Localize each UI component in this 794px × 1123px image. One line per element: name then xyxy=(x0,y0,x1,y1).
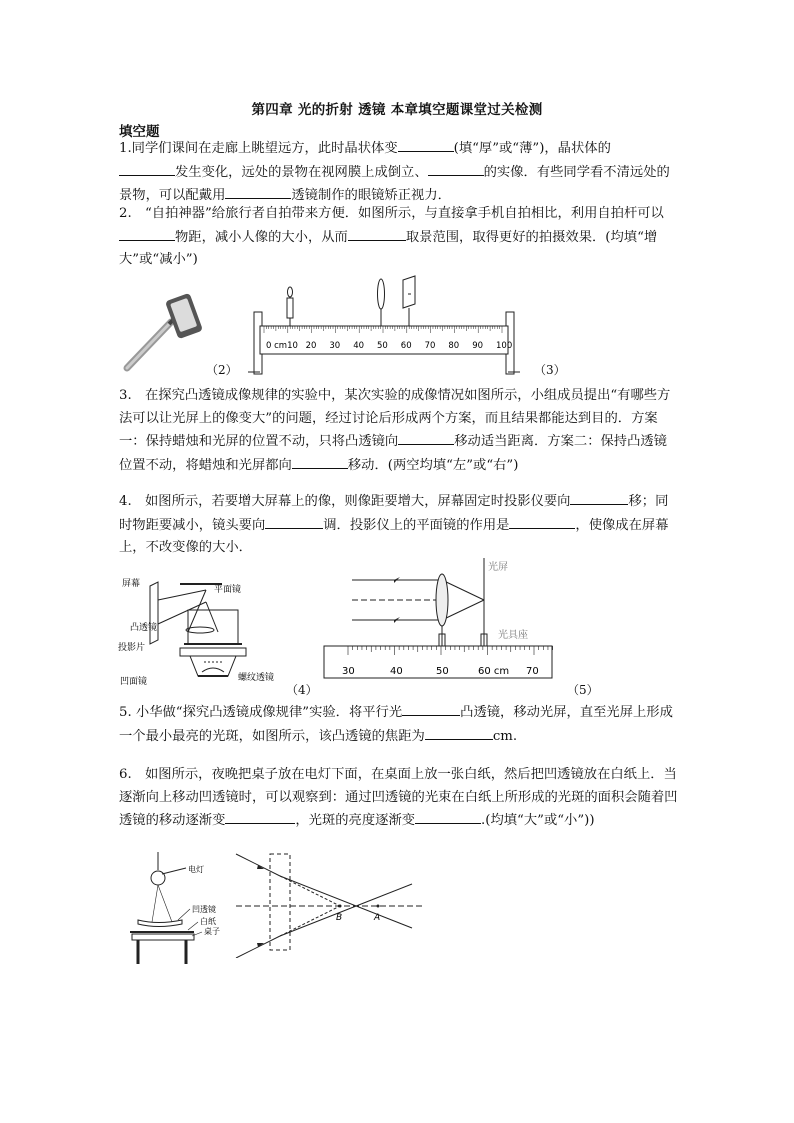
ruler-label-60: 60 cm xyxy=(478,666,510,677)
bench-tick-label: 40 xyxy=(353,341,365,351)
q6-text-2: ，光斑的亮度逐渐变 xyxy=(295,813,416,828)
q5-text-1: 5. 小华做“探究凸透镜成像规律”实验．将平行光 xyxy=(119,705,403,720)
q5-blank-2[interactable] xyxy=(425,725,493,740)
q1-text-3: 发生变化，远处的景物在视网膜上成倒立、 xyxy=(175,164,428,180)
figure-3-caption: （3） xyxy=(534,363,566,377)
label-convex-lens: 凸透镜 xyxy=(130,623,158,633)
q6-blank-2[interactable] xyxy=(415,809,481,824)
projector-drawing xyxy=(150,582,246,676)
ruler-label-70: 70 xyxy=(526,666,539,677)
q5-text-3: cm. xyxy=(492,728,518,744)
q1-text-1: 1.同学们课间在走廊上眺望远方，此时晶状体变 xyxy=(119,141,398,156)
q4-text-4: ，使像成在屏幕上，不改变像的大小． xyxy=(119,517,669,555)
q1-blank-4[interactable] xyxy=(225,184,291,199)
candle-icon xyxy=(287,287,293,330)
bench-tick-label: 50 xyxy=(377,341,388,351)
q4-blank-3[interactable] xyxy=(509,514,575,529)
bench-tick-label: 30 xyxy=(329,341,341,351)
q6-text-3: .(均填“大”或“小”)) xyxy=(481,813,595,828)
figure-projector xyxy=(118,572,288,690)
q6-blank-1[interactable] xyxy=(225,809,295,824)
q1-blank-3[interactable] xyxy=(428,161,484,176)
q3-blank-1[interactable] xyxy=(398,430,454,445)
bench-tick-label: 20 xyxy=(305,341,317,351)
label-lamp: 电灯 xyxy=(188,865,204,874)
q4-blank-1[interactable] xyxy=(570,490,628,505)
lens-icon xyxy=(378,279,385,330)
figure-5-caption: （5） xyxy=(567,683,599,697)
q1-blank-1[interactable] xyxy=(398,137,454,152)
ruler-label-40: 40 xyxy=(390,666,403,677)
q2-text-2: 物距，减小人像的大小，从而 xyxy=(175,229,348,245)
q4-text-2: 移；同时物距要减小，镜头要向 xyxy=(119,494,669,533)
q1-text-2: (填“厚”或“薄”)，晶状体的 xyxy=(453,141,611,156)
q5-blank-1[interactable] xyxy=(402,701,460,716)
figure-optical-bench xyxy=(240,272,520,376)
screen-icon xyxy=(403,276,415,330)
selfie-stick-drawing xyxy=(127,293,203,368)
figure-4-caption: （4） xyxy=(286,683,318,697)
question-2 xyxy=(119,203,679,272)
label-point-a: A xyxy=(374,913,381,923)
q1-text-5: 透镜制作的眼镜矫正视力． xyxy=(291,188,451,203)
label-optical-bench: 光具座 xyxy=(498,630,528,641)
question-3 xyxy=(119,385,679,477)
question-5 xyxy=(119,701,679,748)
page-title: 第四章 光的折射 透镜 本章填空题课堂过关检测 xyxy=(251,102,543,118)
label-concave-lens: 凹透镜 xyxy=(192,905,216,914)
q3-text-3: 移动．(两空均填“左”或“右”) xyxy=(347,457,519,473)
q1-text-4: 的实像．有些同学看不清远处的景物，可以配戴用 xyxy=(119,164,670,203)
q3-text-1: 3. 在探究凸透镜成像规律的实验中，某次实验的成像情况如图所示，小组成员提出“有哪些方法可以让光屏上的像变大”的问题，经过讨论后形成两个方案，而且结果都能达到目的．方案一：保持蜡烛和光屏的位置不动，只将凸透镜向 xyxy=(119,388,671,449)
bench-tick-label: 90 xyxy=(472,341,484,351)
ruler-label-30: 30 xyxy=(342,666,355,677)
q3-text-2: 移动适当距离．方案二：保持凸透镜位置不动，将蜡烛和光屏都向 xyxy=(119,434,667,473)
bench-tick-label: 80 xyxy=(448,341,460,351)
label-screen: 屏幕 xyxy=(122,579,141,589)
ruler-label-50: 50 xyxy=(436,666,449,677)
figure-lamp-table xyxy=(128,852,238,968)
q1-blank-2[interactable] xyxy=(119,161,175,176)
label-table: 桌子 xyxy=(204,927,220,936)
figure-focal-length xyxy=(322,556,554,686)
rays-and-lens xyxy=(352,558,487,646)
label-fresnel-lens: 螺纹透镜 xyxy=(238,673,275,683)
q3-blank-2[interactable] xyxy=(292,454,348,469)
label-point-b: B xyxy=(336,913,343,923)
bench-tick-label: 70 xyxy=(424,341,436,351)
q2-text-3: 取景范围，取得更好的拍摄效果．(均填“增大”或“减小”) xyxy=(119,229,658,267)
q4-text-1: 4. 如图所示，若要增大屏幕上的像，则像距要增大，屏幕固定时投影仪要向 xyxy=(119,494,571,509)
figure-ray-diagram xyxy=(232,848,428,958)
question-6 xyxy=(119,764,679,833)
question-1 xyxy=(119,137,679,208)
q4-blank-2[interactable] xyxy=(265,514,323,529)
label-plane-mirror: 平面镜 xyxy=(214,585,242,595)
bench-tick-label: 0 cm10 xyxy=(266,341,298,351)
label-concave-mirror: 凹面镜 xyxy=(120,677,148,687)
label-white-paper: 白纸 xyxy=(200,917,216,926)
q6-text-1: 6. 如图所示，夜晚把桌子放在电灯下面，在桌面上放一张白纸，然后把凹透镜放在白纸上．当逐渐向上移动凹透镜时，可以观察到：通过凹透镜的光束在白纸上所形成的光斑的面积会随着凹透镜的移动逐渐变 xyxy=(119,767,678,828)
bench-tick-label: 60 xyxy=(400,341,412,351)
figure-2-caption: （2） xyxy=(206,363,238,377)
label-light-screen: 光屏 xyxy=(488,562,508,573)
q5-text-2: 凸透镜，移动光屏，直至光屏上形成一个最小最亮的光斑，如图所示，该凸透镜的焦距为 xyxy=(119,705,673,744)
q2-blank-1[interactable] xyxy=(119,226,175,241)
section-heading: 填空题 xyxy=(119,124,160,140)
bench-tick-label: 100 xyxy=(496,341,513,351)
figure-selfie-stick xyxy=(121,290,211,372)
q4-text-3: 调．投影仪上的平面镜的作用是 xyxy=(323,517,510,533)
ray-diagram-drawing xyxy=(236,854,424,958)
label-slide: 投影片 xyxy=(118,643,146,653)
q2-text-1: 2. “自拍神器”给旅行者自拍带来方便．如图所示，与直接拿手机自拍相比，利用自拍杆可以 xyxy=(119,206,664,221)
question-4 xyxy=(119,490,679,560)
q2-blank-2[interactable] xyxy=(348,226,406,241)
